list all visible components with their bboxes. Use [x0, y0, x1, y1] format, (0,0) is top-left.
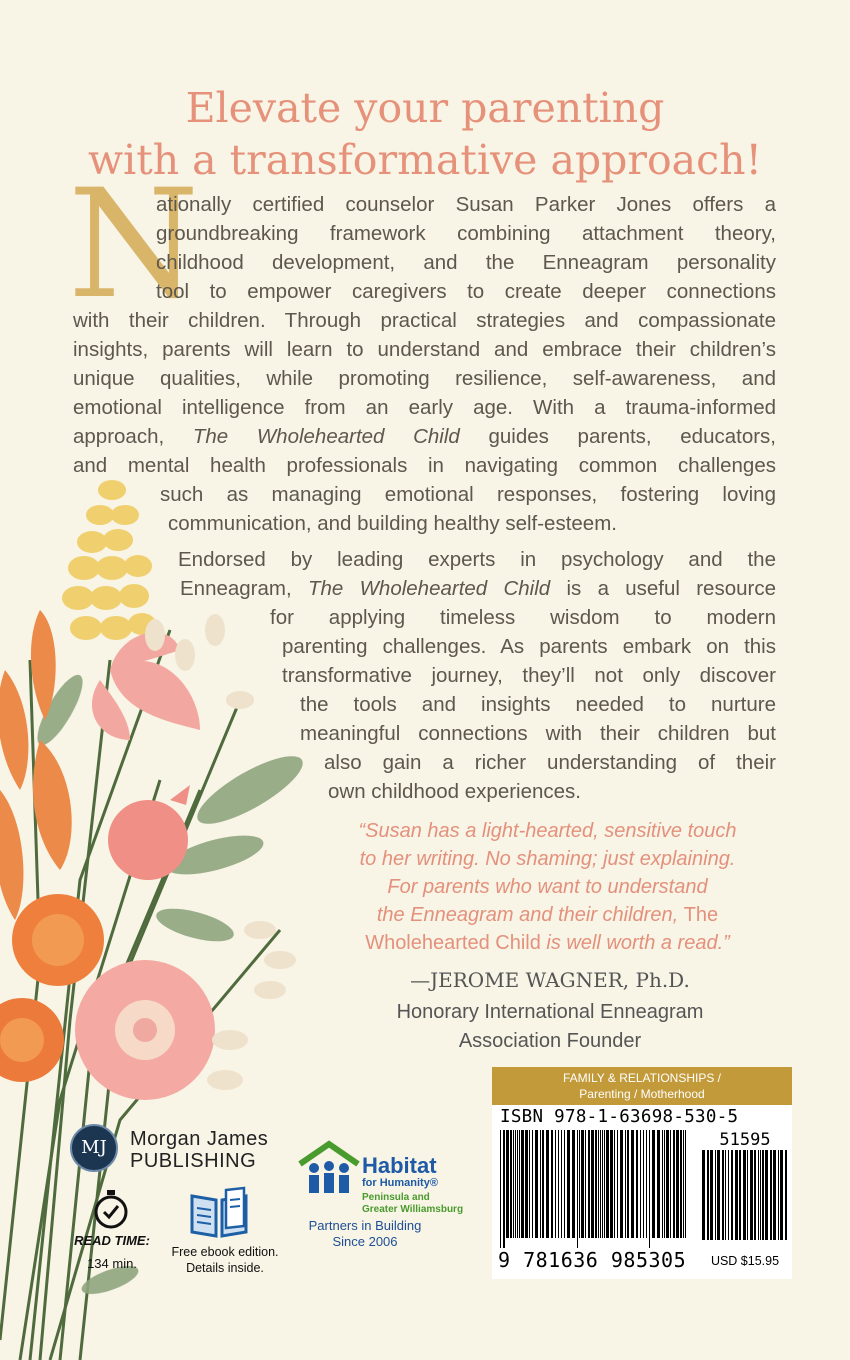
habitat-name: Habitat [362, 1153, 437, 1178]
isbn-text: ISBN 978-1-63698-530-5 [500, 1107, 739, 1127]
para1-line: unique qualities, while promoting resilience, self-awareness, and [73, 367, 776, 390]
barcode-bar [627, 1130, 629, 1238]
barcode-bar [765, 1150, 768, 1240]
barcode-bar [646, 1130, 647, 1238]
barcode-bar [676, 1130, 679, 1238]
barcode-bar [664, 1130, 665, 1238]
quote-author-role [350, 998, 750, 1056]
barcode-bar [529, 1130, 530, 1238]
para1-line: childhood development, and the Enneagram personality [156, 251, 776, 274]
barcode-bar [558, 1130, 559, 1238]
barcode-bar [500, 1130, 501, 1248]
para2-line: meaningful connections with their children but [300, 722, 776, 745]
para1-line: emotional intelligence from an early age. With a trauma-informed [73, 396, 776, 419]
barcode-bar [513, 1130, 514, 1238]
barcode-bar [588, 1130, 590, 1238]
barcode-bar [510, 1130, 512, 1238]
barcode-bar [503, 1130, 505, 1248]
barcode-bar [515, 1130, 516, 1238]
barcode-bar [683, 1130, 684, 1238]
barcode-bar [521, 1130, 524, 1238]
para1-line [73, 425, 776, 449]
barcode-bar [581, 1130, 584, 1238]
barcode-bar [702, 1150, 705, 1240]
price: USD $15.95 [710, 1254, 780, 1268]
publisher-logo: MJ [70, 1124, 118, 1172]
barcode-bar [540, 1130, 541, 1238]
barcode-bar [567, 1130, 570, 1238]
para1-line: groundbreaking framework combining attachment theory, [156, 222, 776, 245]
dropcap-letter: N [68, 158, 200, 332]
barcode-bar [780, 1150, 783, 1240]
quote-line: For parents who want to understand [387, 876, 708, 898]
book-title: The Wholehearted Child [307, 577, 551, 600]
barcode-bar [673, 1130, 675, 1238]
barcode-bar [591, 1130, 594, 1238]
barcode-bar [728, 1150, 729, 1240]
para2-line-pre: Enneagram, [180, 577, 292, 600]
ebook-note-line: Free ebook edition. [171, 1245, 279, 1259]
barcode-bar [722, 1150, 724, 1240]
price-barcode [702, 1150, 788, 1250]
bisac-category [492, 1067, 792, 1105]
barcode-bar [640, 1130, 641, 1238]
barcode-bar [614, 1130, 615, 1238]
publisher-name-line: PUBLISHING [130, 1150, 257, 1172]
habitat-tagline [300, 1218, 430, 1250]
para2-line: own childhood experiences. [328, 780, 581, 803]
barcode-bar [770, 1150, 772, 1240]
barcode-bar [535, 1130, 538, 1238]
para2-line: also gain a richer understanding of their [324, 751, 776, 774]
barcode-bar [506, 1130, 509, 1238]
barcode-bar [551, 1130, 553, 1238]
barcode-bar [739, 1150, 741, 1240]
barcode-bar [731, 1150, 733, 1240]
para2-line: Endorsed by leading experts in psychology and the [178, 548, 776, 571]
read-time-label: READ TIME: [74, 1233, 150, 1248]
habitat-sub: for Humanity® [362, 1177, 438, 1189]
habitat-tagline-line: Since 2006 [332, 1234, 398, 1249]
ean-barcode [500, 1130, 688, 1250]
barcode-bar [725, 1150, 726, 1240]
para2-line: parenting challenges. As parents embark on this [282, 635, 776, 658]
para2-line: transformative journey, they’ll not only discover [282, 664, 776, 687]
barcode-bar [760, 1150, 761, 1240]
para1-line: such as managing emotional responses, fostering loving [160, 483, 776, 506]
barcode-bar [750, 1150, 753, 1240]
headline-line-2: with a transformative approach! [88, 136, 762, 184]
headline-line-1: Elevate your parenting [185, 84, 665, 132]
barcode-bar [754, 1150, 756, 1240]
para2-line: the tools and insights needed to nurture [300, 693, 776, 716]
habitat-location-line: Greater Williamsburg [362, 1204, 464, 1215]
barcode-bar [652, 1130, 655, 1238]
barcode-bar [778, 1150, 779, 1240]
barcode-bar [564, 1130, 565, 1238]
bisac-line: Parenting / Motherhood [579, 1087, 705, 1101]
barcode-bar [517, 1130, 518, 1238]
barcode-bar [631, 1130, 634, 1238]
para1-line: and mental health professionals in navigating common challenges [73, 454, 776, 477]
book-title: The [683, 904, 719, 926]
barcode-bar [600, 1130, 601, 1238]
barcode-bar [735, 1150, 738, 1240]
quote-line: to her writing. No shaming; just explaining. [359, 848, 736, 870]
ebook-note-line: Details inside. [186, 1261, 264, 1275]
ean-digits: 9 781636 985305 [498, 1248, 687, 1272]
para2-line-post: is a useful resource [566, 577, 776, 600]
barcode-bar [595, 1130, 597, 1238]
barcode-bar [572, 1130, 575, 1238]
barcode-bar [747, 1150, 748, 1240]
barcode-bar [649, 1130, 650, 1248]
habitat-location-line: Peninsula and [362, 1192, 430, 1203]
barcode-bar [785, 1150, 787, 1240]
ebook-note [160, 1244, 290, 1276]
barcode-bar [715, 1150, 716, 1240]
barcode-bar [758, 1150, 759, 1240]
barcode-bar [762, 1150, 764, 1240]
habitat-tagline-line: Partners in Building [308, 1218, 422, 1233]
barcode-bar [606, 1130, 609, 1238]
para1-line: ationally certified counselor Susan Parker Jones offers a [156, 193, 776, 216]
bisac-line: FAMILY & RELATIONSHIPS / [562, 1071, 722, 1085]
barcode-bar [542, 1130, 544, 1238]
barcode-bar [598, 1130, 599, 1238]
para1-line: tool to empower caregivers to create deeper connections [156, 280, 776, 303]
quote-author: —JEROME WAGNER, Ph.D. [410, 968, 690, 992]
book-title: The Wholehearted Child [192, 425, 460, 448]
stopwatch-icon [88, 1186, 134, 1232]
quote-text: is well worth a read.” [546, 932, 730, 954]
para1-line: insights, parents will learn to understand and embrace their children’s [73, 338, 776, 361]
para1-line-post: guides parents, educators, [488, 425, 776, 448]
para1-line: with their children. Through practical strategies and compassionate [73, 309, 776, 332]
barcode-bar [636, 1130, 638, 1238]
barcode-bar [743, 1150, 746, 1240]
barcode-bar [604, 1130, 605, 1238]
quote-text: the Enneagram and their children, [376, 904, 679, 926]
barcode-bar [773, 1150, 776, 1240]
publisher-name-line: Morgan James [130, 1128, 269, 1150]
barcode-bar [670, 1130, 671, 1238]
barcode-bar [519, 1130, 520, 1238]
para2-line [180, 577, 776, 601]
barcode-bar [561, 1130, 562, 1238]
barcode-bar [585, 1130, 586, 1238]
book-title: Wholehearted Child [365, 932, 541, 954]
para2-line: for applying timeless wisdom to modern [270, 606, 776, 629]
barcode-bar [707, 1150, 709, 1240]
barcode-bar [525, 1130, 528, 1238]
price-code: 51595 [719, 1130, 771, 1150]
barcode-bar [643, 1130, 644, 1238]
habitat-location [362, 1192, 463, 1216]
para1-line-pre: approach, [73, 425, 165, 448]
barcode-bar [710, 1150, 713, 1240]
habitat-house-icon [298, 1140, 360, 1196]
barcode-bar [657, 1130, 660, 1238]
barcode-bar [577, 1130, 578, 1248]
barcode-bar [610, 1130, 613, 1238]
barcode-bar [625, 1130, 626, 1238]
barcode-bar [546, 1130, 549, 1238]
barcode-bar [579, 1130, 580, 1238]
quote-line: “Susan has a light-hearted, sensitive touch [358, 820, 737, 842]
publisher-name [130, 1128, 268, 1172]
barcode-bar [662, 1130, 663, 1238]
role-line: Association Founder [458, 1030, 642, 1052]
para1-line: communication, and building healthy self-esteem. [168, 512, 617, 535]
barcode-bar [602, 1130, 603, 1238]
read-time-value: 134 min. [87, 1256, 137, 1271]
barcode-bar [680, 1130, 682, 1238]
barcode-bar [620, 1130, 623, 1238]
barcode-bar [617, 1130, 618, 1238]
barcode-bar [555, 1130, 556, 1238]
quote-line [320, 904, 775, 927]
quote-line [320, 932, 775, 955]
open-book-icon [186, 1186, 252, 1240]
barcode-bar [685, 1130, 686, 1238]
barcode-bar [666, 1130, 669, 1238]
barcode-bar [717, 1150, 720, 1240]
role-line: Honorary International Enneagram [396, 1001, 704, 1023]
barcode-bar [532, 1130, 533, 1238]
